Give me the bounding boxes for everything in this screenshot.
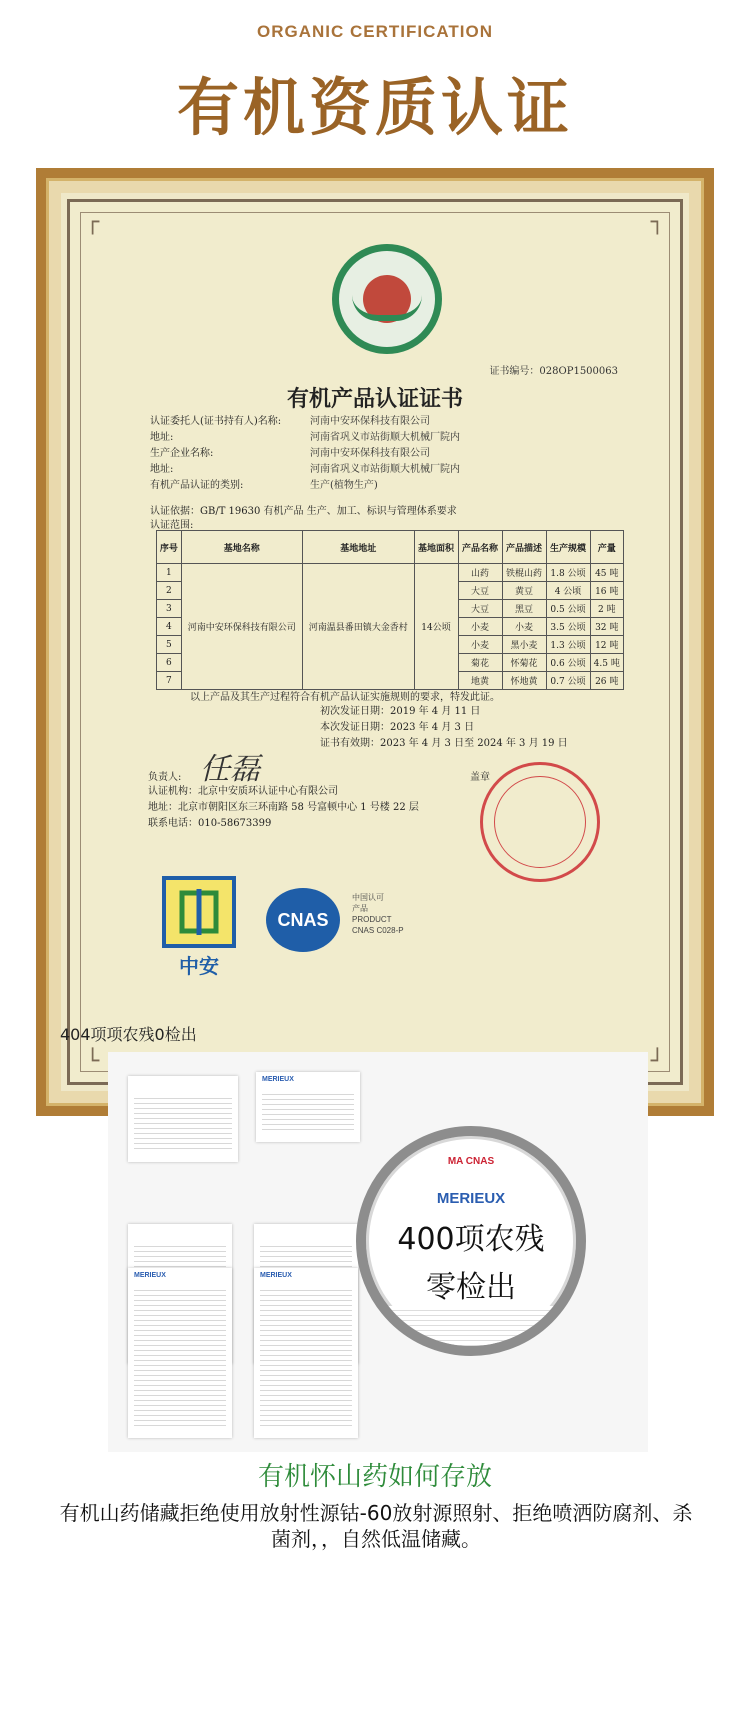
cert-number: 证书编号：028OP1500063 [489, 366, 618, 377]
certificate-frame [36, 168, 714, 1116]
magnifier-logos: MA CNAS [447, 1156, 495, 1167]
field-row: 有机产品认证的类别: 生产(植物生产) [150, 480, 378, 491]
certification-scope-table [156, 530, 624, 690]
table-row: 1 河南中安环保科技有限公司 河南温县番田镇大金香村 14公顷 山药 铁棍山药 1.8 公顷 45 吨 [157, 564, 624, 582]
table-header-row [157, 531, 624, 564]
org-name: 认证机构：北京中安质环认证中心有限公司 [148, 786, 338, 797]
person-label: 负责人: [148, 772, 182, 783]
table-row: 2 大豆 黄豆 4 公顷 16 吨 [157, 582, 624, 600]
field-row: 地址: 河南省巩义市站街顺大机械厂院内 [150, 432, 460, 443]
table-header: 产量 [590, 531, 624, 564]
zhongan-logo: 中安 [162, 876, 236, 972]
table-header: 基地面积 [414, 531, 458, 564]
table-row: 5 小麦 黑小麦 1.3 公顷 12 吨 [157, 636, 624, 654]
org-info [148, 784, 419, 832]
field-row: 生产企业名称: 河南中安环保科技有限公司 [150, 448, 430, 459]
table-header: 基地地址 [302, 531, 414, 564]
field-row: 地址: 河南省巩义市站街顺大机械厂院内 [150, 464, 460, 475]
table-row: 7 地黄 怀地黄 0.7 公顷 26 吨 [157, 672, 624, 690]
table-header: 产品描述 [502, 531, 546, 564]
report-page: MERIEUX [256, 1072, 360, 1142]
organic-logo [332, 244, 442, 354]
corner-ornament-br: ┘ [650, 1049, 664, 1074]
table-header: 生产规模 [546, 531, 590, 564]
seal-label: 盖章 [470, 772, 490, 783]
cert-fields [150, 414, 460, 494]
base-area-cell: 14公顷 [414, 564, 458, 690]
org-address: 地址：北京市朝阳区东三环南路 58 号富顿中心 1 号楼 22 层 [148, 802, 419, 813]
first-issue-date: 初次发证日期：2019 年 4 月 11 日 [320, 706, 481, 717]
magnifier-lens [356, 1126, 586, 1356]
header-cn-title: 有机资质认证 [176, 71, 573, 144]
residue-headline-1: 400项农残 [397, 1222, 545, 1257]
storage-title: 有机怀山药如何存放 [257, 1462, 492, 1492]
storage-description: 有机山药储藏拒绝使用放射性源钴-60放射源照射、拒绝喷洒防腐剂、杀菌剂，，自然低温储藏。 [59, 1501, 693, 1551]
red-seal-stamp [480, 762, 600, 882]
report-page: MERIEUX [254, 1268, 358, 1438]
cnas-info: 中国认可 产品 PRODUCT CNAS C028-P [352, 893, 404, 935]
table-header: 产品名称 [458, 531, 502, 564]
merieux-logo: MERIEUX [436, 1190, 506, 1207]
report-page: MERIEUX [128, 1268, 232, 1438]
corner-ornament-tr: ┐ [650, 210, 664, 235]
residue-caption: 404项项农残0检出 [60, 1025, 197, 1044]
zhongan-mark-icon [174, 887, 224, 937]
cert-scope-label: 认证范围: [150, 520, 194, 531]
table-header: 序号 [157, 531, 182, 564]
cnas-logo: CNAS [266, 888, 340, 952]
signature: 任磊 [200, 752, 260, 787]
cert-basis: 认证依据：GB/T 19630 有机产品 生产、加工、标识与管理体系要求 [150, 506, 457, 517]
cert-dates [320, 704, 568, 752]
table-row: 6 菊花 怀菊花 0.6 公顷 4.5 吨 [157, 654, 624, 672]
org-phone: 联系电话：010-58673399 [148, 818, 272, 829]
corner-ornament-bl: └ [86, 1049, 100, 1074]
cert-statement: 以上产品及其生产过程符合有机产品认证实施规则的要求，特发此证。 [190, 692, 500, 703]
table-row: 3 大豆 黑豆 0.5 公顷 2 吨 [157, 600, 624, 618]
cert-title: 有机产品认证证书 [286, 386, 463, 412]
field-row: 认证委托人(证书持有人)名称: 河南中安环保科技有限公司 [150, 416, 430, 427]
this-issue-date: 本次发证日期：2023 年 4 月 3 日 [320, 722, 475, 733]
table-row: 4 小麦 小麦 3.5 公顷 32 吨 [157, 618, 624, 636]
certificate-sheet [67, 199, 683, 1085]
table-header: 基地名称 [181, 531, 302, 564]
base-name-cell: 河南中安环保科技有限公司 [181, 564, 302, 690]
corner-ornament-tl: ┌ [86, 210, 100, 235]
residue-headline-2: 零检出 [426, 1270, 516, 1305]
header-en-title: ORGANIC CERTIFICATION [256, 22, 493, 41]
report-page [128, 1076, 238, 1162]
base-address-cell: 河南温县番田镇大金香村 [302, 564, 414, 690]
validity-date: 证书有效期：2023 年 4 月 3 日至 2024 年 3 月 19 日 [320, 738, 568, 749]
